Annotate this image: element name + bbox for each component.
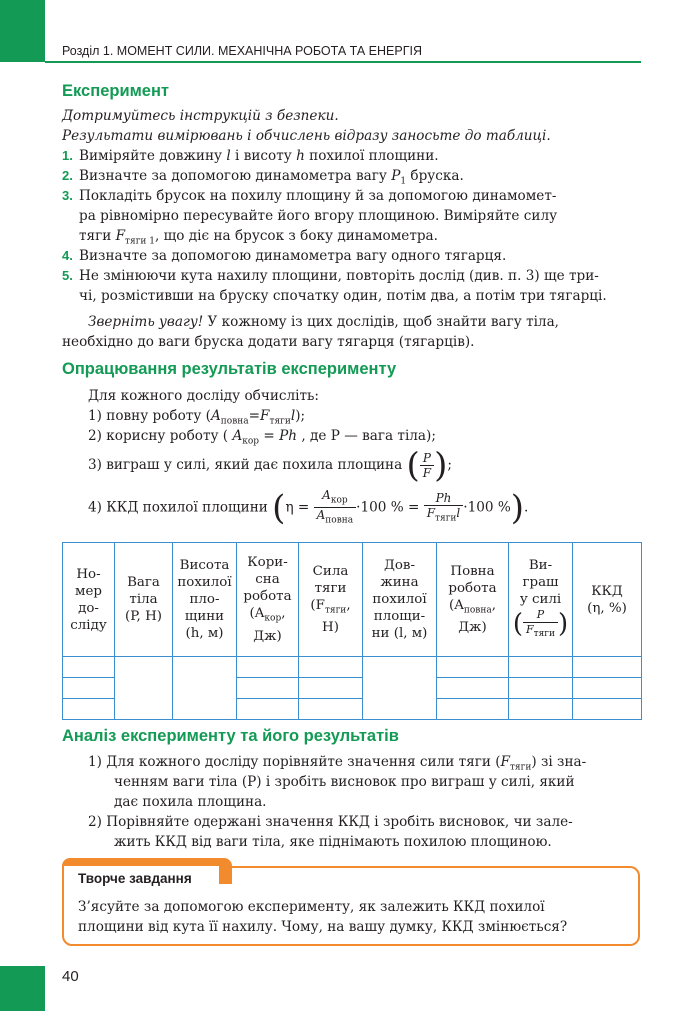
col-full-work: Повна робота ($A_{повна}$, Дж)	[437, 543, 509, 657]
creative-task-line2: площини від кута її нахилу. Чому, на вашу думку, ККД змінюється?	[78, 919, 568, 935]
step-3-line3: тяги $F_{тяги 1}$, що діє на брусок з боку динамометра.	[79, 228, 438, 247]
creative-task-title: Творче завдання	[78, 871, 192, 886]
step-3: 3. Покладіть брусок на похилу площину й за допомогою динамомет-	[62, 188, 557, 204]
analysis-item-1-line3: дає похила площина.	[114, 794, 267, 810]
analysis-item-1: 1) Для кожного досліду порівняйте значення сили тяги $(F_{тяги})$ зі зна-	[88, 754, 587, 773]
attention-note: Зверніть увагу! У кожному із цих дослідів, щоб знайти вагу тіла,	[88, 314, 559, 330]
processing-intro: Для кожного досліду обчисліть:	[88, 388, 319, 404]
col-height: Висота похилої пло- щини (h, м)	[173, 543, 237, 657]
step-3-line2: ра рівномірно пересувайте його вгору площиною. Виміряйте силу	[79, 208, 558, 224]
page-number: 40	[62, 968, 79, 985]
formula-useful-work: 2) корисну роботу ( $A_{кор} = Ph$ , де Р — вага тіла);	[88, 428, 436, 447]
analysis-item-2-line2: жить ККД від ваги тіла, яке піднімають похилою площиною.	[114, 834, 552, 850]
formula-force-gain: 3) виграш у силі, який дає похила площина ( $\frac{P}{F}$ );	[88, 445, 452, 486]
analysis-item-2: 2) Порівняйте одержані значення ККД і зробіть висновок, чи зале-	[88, 814, 573, 830]
formula-efficiency: 4) ККД похилої площини (η = $\frac{A_{кор}}{A_{повна}}$ ·100 % = $\frac{Ph}{F_{тяги}l}$ ·100 %).	[88, 487, 529, 528]
step-1: 1. Виміряйте довжину l і висоту h похилої площини.	[62, 148, 439, 164]
table-note: Результати вимірювань і обчислень відразу заносьте до таблиці.	[62, 128, 551, 144]
results-table	[62, 542, 642, 720]
step-5-line2: чі, розмістивши на бруску спочатку один, потім два, а потім три тягарці.	[79, 288, 607, 304]
step-2: 2. Визначте за допомогою динамометра вагу $P_1$ бруска.	[62, 168, 464, 187]
experiment-title: Експеримент	[62, 82, 170, 100]
header-rule	[45, 61, 641, 63]
col-efficiency: ККД (η, %)	[573, 543, 642, 657]
col-force-gain: Ви- граш у силі ( $\frac{P}{F_{тяги}}$ )	[509, 543, 573, 657]
table-row	[63, 657, 642, 678]
analysis-title: Аналіз експерименту та його результатів	[62, 727, 399, 745]
col-useful-work: Кори- сна робота ($A_{кор}$, Дж)	[237, 543, 299, 657]
safety-note: Дотримуйтесь інструкцій з безпеки.	[62, 108, 339, 124]
chapter-header: Розділ 1. МОМЕНТ СИЛИ. МЕХАНІЧНА РОБОТА ТА ЕНЕРГІЯ	[62, 44, 422, 58]
formula-full-work: 1) повну роботу $(A_{повна}=F_{тяги}l)$;	[88, 408, 306, 427]
creative-task-line1: З’ясуйте за допомогою експерименту, як залежить ККД похилої	[78, 899, 545, 915]
bottom-green-bar	[0, 966, 45, 1011]
top-green-bar	[0, 0, 45, 62]
step-5: 5. Не змінюючи кута нахилу площини, повторіть дослід (див. п. 3) ще три-	[62, 268, 599, 284]
col-weight: Вага тіла (P, Н)	[115, 543, 173, 657]
attention-note-line2: необхідно до ваги бруска додати вагу тягарця (тягарців).	[62, 334, 475, 350]
col-experiment-number: Но- мер до- сліду	[63, 543, 115, 657]
analysis-item-1-line2: ченням ваги тіла (P) і зробіть висновок про виграш у силі, який	[114, 774, 575, 790]
col-length: Дов- жина похилої площи- ни (l, м)	[363, 543, 437, 657]
processing-title: Опрацювання результатів експерименту	[62, 360, 397, 378]
col-traction-force: Сила тяги ($F_{тяги}$, Н)	[299, 543, 363, 657]
step-4: 4. Визначте за допомогою динамометра вагу одного тягарця.	[62, 248, 507, 264]
